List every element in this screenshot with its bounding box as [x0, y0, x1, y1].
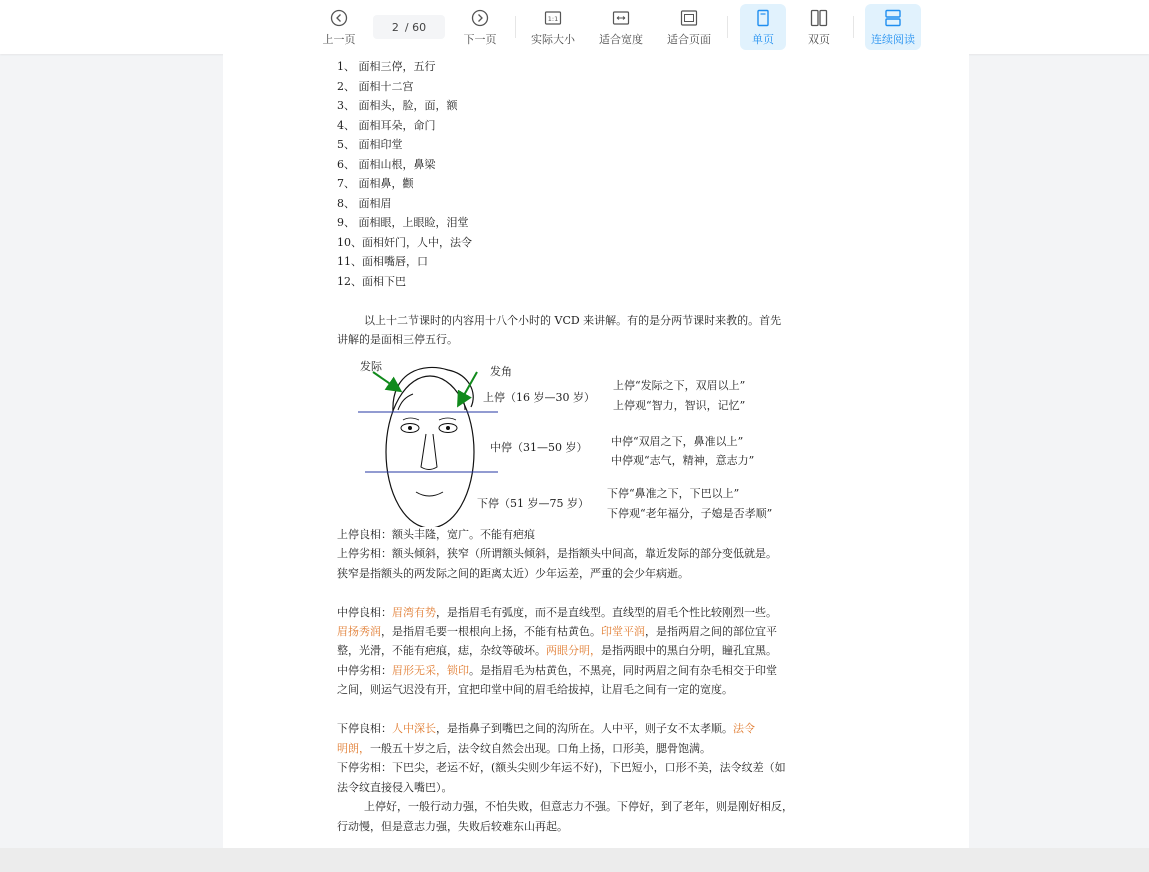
document-page	[223, 54, 969, 848]
intro-line: 讲解的是面相三停五行。	[337, 333, 458, 346]
lesson-list-item: 6、 面相山根，鼻梁	[337, 157, 436, 171]
lesson-list-item: 11、面相嘴唇，口	[337, 255, 428, 268]
fit-page-icon	[680, 9, 698, 27]
middle-bad-line	[337, 661, 777, 681]
middle-zone-label: 中停（31—50 岁）	[490, 441, 588, 454]
highlight-run: 人中深长	[392, 722, 436, 735]
toolbar-divider	[727, 16, 728, 38]
actual-size-icon	[544, 9, 562, 27]
double-page-button[interactable]	[796, 4, 842, 50]
fit-width-icon	[612, 9, 630, 27]
toolbar-divider	[853, 16, 854, 38]
single-page-icon	[754, 9, 772, 27]
page-total: / 60	[404, 20, 427, 34]
fit-page-button[interactable]	[662, 4, 716, 50]
upper-zone-label: 上停（16 岁—30 岁）	[483, 391, 595, 404]
lower-zone-desc: 下停观“老年福分，子媳是否孝顺”	[607, 507, 773, 520]
text-run: ，是指两眉之间的部位宜平	[645, 625, 777, 638]
highlight-run: 眉扬秀润	[337, 625, 381, 638]
upper-zone-desc: 上停观“智力，智识，记忆”	[613, 399, 746, 412]
single-page-button[interactable]	[740, 4, 786, 50]
fit-width-button[interactable]	[594, 4, 648, 50]
lower-bad-line: 法令纹直接侵入嘴巴）。	[337, 781, 453, 794]
fit-page-label: 适合页面	[667, 33, 711, 46]
page-current-input[interactable]: 2	[391, 20, 399, 34]
lesson-list-item: 2、 面相十二宫	[337, 79, 414, 93]
continuous-reading-button[interactable]	[865, 4, 921, 50]
lesson-list-item: 3、 面相头，脸，面，额	[337, 99, 458, 112]
viewer-toolbar	[0, 0, 1149, 54]
lesson-list-item: 9、 面相眼，上眼睑，泪堂	[337, 216, 469, 229]
upper-bad-line: 上停劣相：额头倾斜，狭窄（所谓额头倾斜，是指额头中间高，靠近发际的部分变低就是。	[337, 547, 777, 560]
summary-line: 上停好，一般行动力强，不怕失败，但意志力不强。下停好，到了老年，则是刚好相反，	[364, 800, 793, 813]
bottom-scroll-area	[0, 848, 1149, 872]
text-run: ，是指眉毛要一根根向上扬，不能有枯黄色。	[381, 625, 601, 638]
lesson-list-item: 7、 面相鼻，颧	[337, 177, 414, 190]
lower-zone-desc: 下停“鼻准之下，下巴以上”	[607, 487, 740, 500]
lesson-list-item: 10、面相奸门，人中，法令	[337, 235, 472, 249]
lesson-list-item: 5、 面相印堂	[337, 138, 403, 151]
continuous-reading-label: 连续阅读	[871, 33, 915, 46]
highlight-run: 两眼分明，	[546, 644, 601, 657]
text-run: 下停良相：	[337, 722, 392, 735]
lesson-list-item: 12、面相下巴	[337, 274, 406, 288]
intro-line: 以上十二节课时的内容用十八个小时的 VCD 来讲解。有的是分两节课时来教的。首先	[364, 314, 782, 327]
highlight-run: 眉湾有势	[392, 606, 436, 619]
lower-good-line	[337, 719, 755, 739]
chevron-right-circle-icon	[471, 9, 489, 27]
hairangle-label: 发角	[490, 365, 512, 378]
middle-zone-desc: 中停“双眉之下，鼻准以上”	[611, 435, 744, 448]
highlight-run: 眉形无采，锁印	[392, 664, 469, 677]
lesson-list-item: 8、 面相眉	[337, 196, 392, 210]
next-page-button[interactable]	[455, 4, 505, 50]
fit-width-label: 适合宽度	[599, 33, 643, 46]
summary-line: 行动慢，但是意志力强，失败后较难东山再起。	[337, 820, 568, 833]
text-run: 中停良相：	[337, 606, 392, 619]
upper-bad-line: 狭窄是指额头的两发际之间的距离太近）少年运差，严重的会少年病逝。	[337, 567, 689, 580]
text-run: 整，光滑，不能有疤痕，痣，杂纹等破坏。	[337, 644, 546, 657]
text-run: 是指两眼中的黑白分明，瞳孔宜黑。	[601, 644, 777, 657]
text-run: 。是指眉毛为枯黄色，不黑亮，同时两眉之间有杂毛相交于印堂	[469, 664, 777, 677]
svg-text:1:1: 1:1	[547, 15, 559, 23]
actual-size-button[interactable]	[526, 4, 580, 50]
upper-zone-desc: 上停“发际之下，双眉以上”	[613, 379, 746, 392]
page-indicator[interactable]	[373, 15, 445, 39]
double-page-label: 双页	[808, 33, 830, 46]
lower-good-line	[337, 739, 711, 759]
highlight-run: 印堂平润	[601, 625, 645, 638]
upper-good-line: 上停良相：额头丰隆，宽广。不能有疤痕	[337, 528, 535, 541]
lesson-list-item: 4、 面相耳朵，命门	[337, 118, 436, 132]
middle-zone-desc: 中停观“志气，精神，意志力”	[611, 454, 755, 467]
hairline-label: 发际	[360, 360, 382, 373]
double-page-icon	[810, 9, 828, 27]
middle-good-line	[337, 622, 777, 642]
middle-bad-line: 之间，则运气迟没有开，宜把印堂中间的眉毛给拔掉，让眉毛之间有一定的宽度。	[337, 683, 733, 696]
single-page-label: 单页	[752, 33, 774, 46]
continuous-reading-icon	[884, 9, 902, 27]
lower-bad-line: 下停劣相：下巴尖，老运不好，(额头尖则少年运不好)，下巴短小，口形不美，法令纹差（如	[337, 761, 786, 774]
middle-good-line	[337, 603, 777, 623]
text-run: ，是指眉毛有弧度，而不是直线型。直线型的眉毛个性比较刚烈一些。	[436, 606, 777, 619]
text-run: ，是指鼻子到嘴巴之间的沟所在。人中平，则子女不太孝顺。	[436, 722, 733, 735]
lower-zone-label: 下停（51 岁—75 岁）	[477, 497, 589, 510]
text-run: 中停劣相：	[337, 664, 392, 677]
actual-size-label: 实际大小	[531, 33, 575, 46]
chevron-left-circle-icon	[330, 9, 348, 27]
text-run: 一般五十岁之后，法令纹自然会出现。口角上扬，口形美，腮骨饱满。	[370, 742, 711, 755]
next-page-label: 下一页	[463, 33, 497, 46]
prev-page-button[interactable]	[314, 4, 364, 50]
lesson-list-item: 1、 面相三停，五行	[337, 60, 436, 73]
middle-good-line	[337, 641, 777, 661]
highlight-run: 明朗，	[337, 742, 370, 755]
toolbar-divider	[515, 16, 516, 38]
highlight-run: 法令	[733, 722, 755, 735]
prev-page-label: 上一页	[322, 33, 356, 46]
